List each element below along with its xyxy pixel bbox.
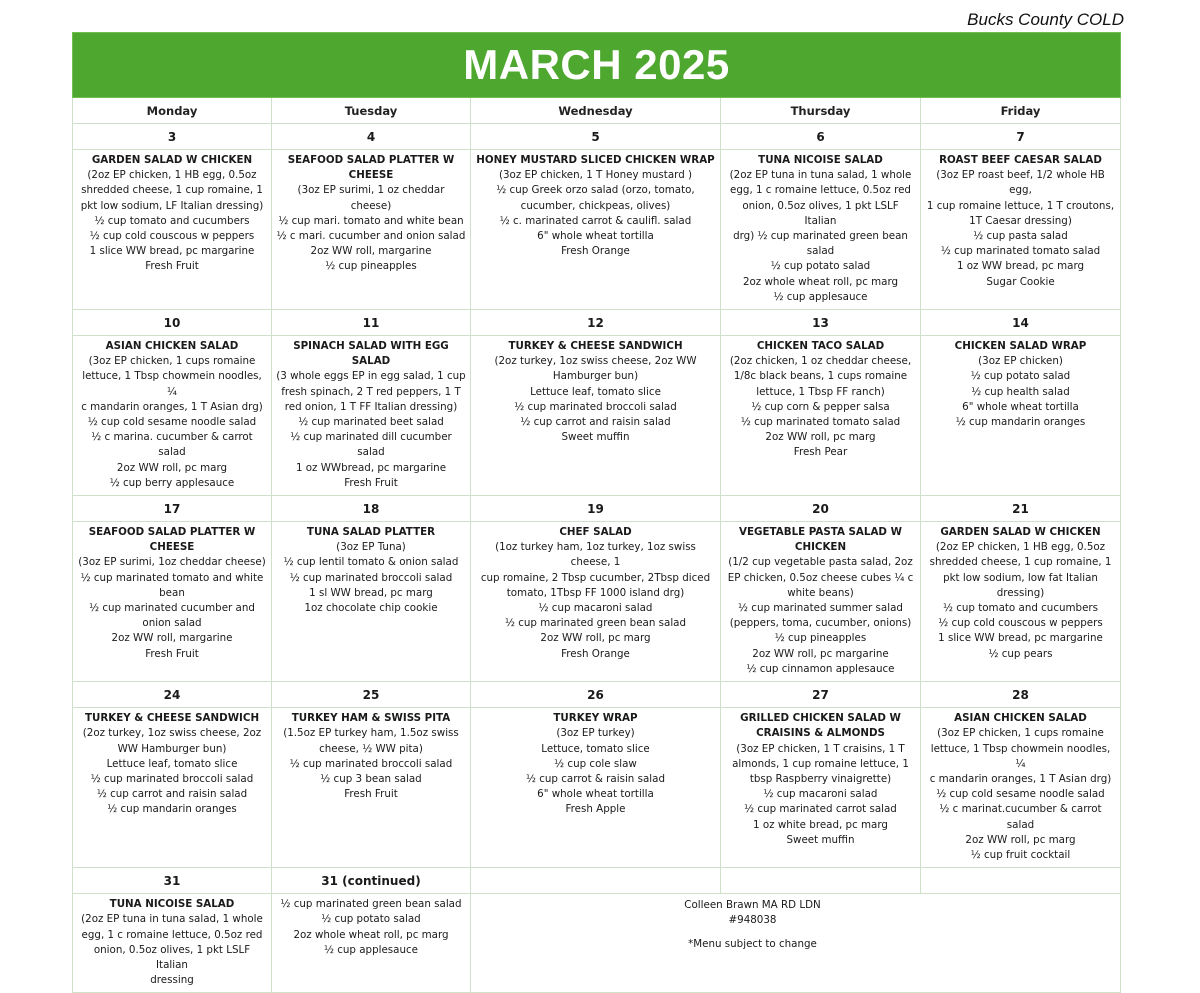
- meal-item: onion, 0.5oz olives, 1 pkt LSLF Italian: [93, 943, 251, 971]
- meal-item: ½ cup marinated cucumber and: [89, 602, 255, 615]
- meal-title: TUNA NICOISE SALAD: [109, 898, 235, 911]
- date-row: [73, 496, 1121, 522]
- meal-item: fresh spinach, 2 T red peppers, 1 T: [281, 385, 461, 398]
- menu-change-note: *Menu subject to change: [688, 937, 817, 950]
- meal-item: (3oz EP chicken, 1 T craisins, 1 T: [736, 742, 905, 755]
- meal-item: lettuce, 1 Tbsp chowmein noodles, ¼: [930, 742, 1111, 770]
- menu-cell: [721, 336, 921, 496]
- meal-title: TURKEY HAM & SWISS PITA: [291, 712, 451, 725]
- meal-item: 6" whole wheat tortilla: [537, 230, 654, 243]
- meal-item: 1 oz WWbread, pc margarine: [295, 461, 447, 474]
- meal-item: 2oz whole wheat roll, pc marg: [742, 275, 899, 288]
- meal-item: Fresh Fruit: [145, 647, 199, 660]
- meal-item: ½ cup fruit cocktail: [970, 848, 1071, 861]
- menu-cell: [471, 336, 721, 496]
- meal-item: 1 slice WW bread, pc margarine: [89, 245, 255, 258]
- weekday-wednesday: Wednesday: [471, 98, 721, 124]
- meal-item: onion salad: [142, 617, 202, 630]
- date-cell: 20: [721, 496, 921, 522]
- meal-item: ½ cup pineapples: [774, 632, 867, 645]
- menu-cell: [272, 336, 471, 496]
- menu-row: [73, 150, 1121, 310]
- meal-item: (peppers, toma, cucumber, onions): [729, 617, 912, 630]
- date-cell: 11: [272, 310, 471, 336]
- meal-item: Lettuce leaf, tomato slice: [530, 385, 661, 398]
- date-cell: 10: [73, 310, 272, 336]
- date-cell: 26: [471, 682, 721, 708]
- date-row: [73, 868, 1121, 894]
- meal-item: ½ c marina. cucumber & carrot salad: [91, 431, 253, 459]
- meal-item: ½ cup marinated green bean salad: [280, 898, 462, 911]
- meal-item: Fresh Fruit: [344, 476, 398, 489]
- meal-item: cheese, ½ WW pita): [319, 742, 423, 755]
- meal-title: GARDEN SALAD W CHICKEN: [940, 526, 1101, 539]
- meal-item: 1 slice WW bread, pc margarine: [938, 632, 1103, 645]
- meal-item: 1 oz white bread, pc marg: [753, 818, 888, 831]
- meal-item: ½ cup lentil tomato & onion salad: [283, 556, 459, 569]
- meal-item: (3oz EP chicken, 1 T Honey mustard ): [498, 169, 693, 182]
- menu-cell: [73, 894, 272, 993]
- date-cell: 19: [471, 496, 721, 522]
- meal-item: c mandarin oranges, 1 T Asian drg): [81, 400, 263, 413]
- date-cell: 18: [272, 496, 471, 522]
- meal-item: ½ cup marinated tomato salad: [940, 245, 1101, 258]
- menu-cell: [921, 708, 1121, 868]
- meal-item: (1oz turkey ham, 1oz turkey, 1oz swiss cheese, 1: [495, 541, 696, 569]
- meal-title: CHICKEN TACO SALAD: [756, 340, 885, 353]
- meal-item: ½ cup carrot and raisin salad: [96, 788, 248, 801]
- meal-item: shredded cheese, 1 cup romaine, 1: [81, 184, 263, 197]
- meal-title: VEGETABLE PASTA SALAD W CHICKEN: [739, 526, 902, 554]
- date-cell: 13: [721, 310, 921, 336]
- meal-item: ½ cup cold sesame noodle salad: [87, 416, 257, 429]
- menu-cell: [721, 522, 921, 682]
- meal-title: CHICKEN SALAD WRAP: [954, 340, 1087, 353]
- date-cell: [921, 868, 1121, 894]
- meal-item: bean: [159, 586, 185, 599]
- meal-item: red onion, 1 T FF Italian dressing): [284, 400, 458, 413]
- meal-item: (3oz EP surimi, 1oz cheddar cheese): [78, 556, 266, 569]
- meal-item: Fresh Pear: [793, 446, 848, 459]
- meal-item: ½ cup tomato and cucumbers: [942, 602, 1099, 615]
- meal-item: 2oz whole wheat roll, pc marg: [293, 928, 449, 941]
- meal-item: ½ cup marinated broccoli salad: [289, 757, 453, 770]
- meal-item: ½ cup pasta salad: [973, 230, 1068, 243]
- meal-item: ½ cup cold couscous w peppers: [938, 617, 1103, 630]
- meal-item: c mandarin oranges, 1 T Asian drg): [929, 772, 1112, 785]
- meal-item: 1T Caesar dressing): [969, 214, 1072, 227]
- date-row: [73, 310, 1121, 336]
- menu-row: [73, 708, 1121, 868]
- menu-cell: [73, 336, 272, 496]
- date-cell: 14: [921, 310, 1121, 336]
- meal-item: ½ cup mandarin oranges: [955, 416, 1086, 429]
- meal-item: ½ cup marinated broccoli salad: [90, 772, 254, 785]
- meal-item: 2oz WW roll, pc marg: [540, 632, 651, 645]
- menu-cell: [921, 336, 1121, 496]
- meal-item: cup romaine, 2 Tbsp cucumber, 2Tbsp diced: [480, 571, 711, 584]
- meal-item: ½ cup marinated summer salad: [738, 602, 903, 615]
- date-cell: 4: [272, 124, 471, 150]
- meal-item: 2oz WW roll, margarine: [111, 632, 233, 645]
- meal-item: Lettuce leaf, tomato slice: [106, 757, 238, 770]
- meal-item: 2oz WW roll, pc margarine: [752, 647, 889, 660]
- meal-item: 2oz WW roll, margarine: [310, 245, 432, 258]
- meal-item: ½ cup mandarin oranges: [107, 803, 237, 816]
- meal-item: 1 sl WW bread, pc marg: [309, 586, 433, 599]
- meal-item: (2oz EP chicken, 1 HB egg, 0.5oz: [87, 169, 257, 182]
- meal-item: EP chicken, 0.5oz cheese cubes ¼ c: [727, 571, 914, 584]
- meal-item: (2oz EP chicken, 1 HB egg, 0.5oz: [935, 541, 1106, 554]
- meal-title: TUNA SALAD PLATTER: [306, 526, 436, 539]
- meal-item: ½ cup marinated beet salad: [298, 416, 444, 429]
- meal-item: ½ cup cole slaw: [554, 757, 637, 770]
- meal-item: 2oz WW roll, pc marg: [765, 431, 876, 444]
- meal-item: ½ cup marinated green bean salad: [504, 617, 687, 630]
- meal-item: ½ c marinat.cucumber & carrot salad: [939, 803, 1102, 831]
- meal-title: GRILLED CHICKEN SALAD W CRAISINS & ALMONDS: [740, 712, 901, 740]
- meal-item: ½ cup cinnamon applesauce: [746, 662, 895, 675]
- date-cell: 6: [721, 124, 921, 150]
- meal-item: 1oz chocolate chip cookie: [304, 602, 438, 615]
- menu-cell: [721, 708, 921, 868]
- meal-title: TURKEY & CHEESE SANDWICH: [84, 712, 260, 725]
- meal-item: (3oz EP surimi, 1 oz cheddar cheese): [297, 184, 445, 212]
- date-cell: [721, 868, 921, 894]
- menu-cell: [921, 150, 1121, 310]
- menu-row: [73, 336, 1121, 496]
- meal-item: 6" whole wheat tortilla: [962, 400, 1079, 413]
- meal-item: (1.5oz EP turkey ham, 1.5oz swiss: [283, 727, 459, 740]
- meal-item: onion, 0.5oz olives, 1 pkt LSLF Italian: [742, 199, 899, 227]
- meal-item: ½ cup health salad: [971, 385, 1070, 398]
- meal-item: ½ cup 3 bean salad: [320, 772, 422, 785]
- meal-item: Sweet muffin: [561, 431, 630, 444]
- date-cell: 24: [73, 682, 272, 708]
- meal-item: shredded cheese, 1 cup romaine, 1: [929, 556, 1112, 569]
- calendar-banner: [73, 33, 1121, 98]
- meal-item: (2oz turkey, 1oz swiss cheese, 2oz WW: [494, 355, 697, 368]
- date-cell: 28: [921, 682, 1121, 708]
- meal-item: lettuce, 1 Tbsp chowmein noodles, ¼: [82, 370, 262, 398]
- date-cell: 3: [73, 124, 272, 150]
- meal-item: ½ cup marinated carrot salad: [744, 803, 897, 816]
- meal-item: Fresh Fruit: [145, 260, 199, 273]
- menu-cell: [471, 708, 721, 868]
- menu-cell: [272, 522, 471, 682]
- menu-cell: [73, 708, 272, 868]
- meal-item: (3oz EP chicken, 1 cups romaine: [937, 727, 1104, 740]
- date-cell: 27: [721, 682, 921, 708]
- meal-item: ½ cup tomato and cucumbers: [94, 214, 250, 227]
- weekday-monday: Monday: [73, 98, 272, 124]
- meal-item: almonds, 1 cup romaine lettuce, 1: [732, 757, 909, 770]
- meal-item: ½ cup potato salad: [321, 913, 421, 926]
- meal-item: ½ cup potato salad: [970, 370, 1071, 383]
- organization-label: Bucks County COLD: [967, 10, 1124, 29]
- meal-item: egg, 1 c romaine lettuce, 0.5oz red: [730, 184, 911, 197]
- meal-item: ½ cup carrot & raisin salad: [525, 772, 665, 785]
- date-cell: 12: [471, 310, 721, 336]
- meal-item: ½ cup marinated tomato and white: [80, 571, 264, 584]
- meal-item: (2oz chicken, 1 oz cheddar cheese,: [729, 355, 912, 368]
- weekday-thursday: Thursday: [721, 98, 921, 124]
- date-cell: 7: [921, 124, 1121, 150]
- meal-item: ½ cup corn & pepper salsa: [751, 400, 890, 413]
- meal-title: SEAFOOD SALAD PLATTER W CHEESE: [287, 154, 455, 182]
- footnote-cell: [471, 894, 1121, 993]
- meal-item: WW Hamburger bun): [117, 742, 227, 755]
- meal-item: dressing): [996, 586, 1045, 599]
- meal-item: drg) ½ cup marinated green bean: [733, 230, 908, 243]
- meal-title: ASIAN CHICKEN SALAD: [954, 712, 1087, 725]
- meal-item: white beans): [787, 586, 854, 599]
- banner-cell: [73, 33, 1121, 98]
- meal-title: ASIAN CHICKEN SALAD: [105, 340, 239, 353]
- meal-item: ½ cup pineapples: [325, 260, 417, 273]
- meal-item: ½ c mari. cucumber and onion salad: [276, 230, 466, 243]
- date-cell: 31 (continued): [272, 868, 471, 894]
- meal-item: Hamburger bun): [552, 370, 639, 383]
- date-cell: 5: [471, 124, 721, 150]
- meal-item: 2oz WW roll, pc marg: [116, 461, 228, 474]
- date-cell: 21: [921, 496, 1121, 522]
- menu-row: [73, 894, 1121, 993]
- meal-item: pkt low sodium, low fat Italian: [943, 571, 1098, 584]
- meal-item: ½ cup cold sesame noodle salad: [936, 788, 1105, 801]
- meal-item: ½ cup applesauce: [773, 290, 868, 303]
- date-cell: 25: [272, 682, 471, 708]
- meal-item: ½ cup pears: [988, 647, 1053, 660]
- meal-item: ½ cup macaroni salad: [538, 602, 653, 615]
- meal-item: 1 cup romaine lettuce, 1 T croutons,: [926, 199, 1115, 212]
- meal-item: (3oz EP chicken): [978, 355, 1063, 368]
- meal-title: GARDEN SALAD W CHICKEN: [91, 154, 253, 166]
- meal-item: Sugar Cookie: [986, 275, 1055, 288]
- weekday-header-row: [73, 98, 1121, 124]
- meal-title: TURKEY WRAP: [553, 712, 638, 725]
- weekday-friday: Friday: [921, 98, 1121, 124]
- meal-item: (3oz EP chicken, 1 cups romaine: [88, 355, 256, 368]
- meal-item: 2oz WW roll, pc marg: [965, 833, 1076, 846]
- meal-item: ½ cup carrot and raisin salad: [520, 416, 671, 429]
- meal-item: ½ cup marinated tomato salad: [740, 416, 901, 429]
- meal-item: tbsp Raspberry vinaigrette): [749, 772, 892, 785]
- meal-item: dressing: [150, 974, 194, 987]
- meal-item: ½ cup mari. tomato and white bean: [278, 214, 464, 227]
- meal-item: (1/2 cup vegetable pasta salad, 2oz: [728, 556, 913, 569]
- meal-item: cucumber, chickpeas, olives): [520, 199, 671, 212]
- meal-title: SPINACH SALAD WITH EGG SALAD: [293, 340, 449, 368]
- meal-item: pkt low sodium, LF Italian dressing): [80, 199, 264, 212]
- meal-item: Fresh Apple: [565, 803, 626, 816]
- menu-calendar: [72, 32, 1121, 993]
- meal-item: ½ cup applesauce: [323, 943, 419, 956]
- weekday-tuesday: Tuesday: [272, 98, 471, 124]
- menu-cell: [272, 150, 471, 310]
- menu-cell: [272, 894, 471, 993]
- date-row: [73, 124, 1121, 150]
- meal-item: (2oz EP tuna in tuna salad, 1 whole: [729, 169, 912, 182]
- dietitian-id: #948038: [728, 914, 777, 927]
- menu-cell: [921, 522, 1121, 682]
- meal-item: Fresh Fruit: [344, 788, 398, 801]
- date-cell: 31: [73, 868, 272, 894]
- meal-item: ½ cup cold couscous w peppers: [89, 230, 255, 243]
- meal-item: ½ cup marinated broccoli salad: [289, 571, 453, 584]
- dietitian-name: Colleen Brawn MA RD LDN: [684, 899, 821, 912]
- meal-item: lettuce, 1 Tbsp FF ranch): [756, 385, 885, 398]
- meal-item: 1/8c black beans, 1 cups romaine: [733, 370, 908, 383]
- meal-item: Lettuce, tomato slice: [541, 742, 650, 755]
- date-cell: 17: [73, 496, 272, 522]
- meal-item: 6" whole wheat tortilla: [537, 788, 654, 801]
- meal-item: 1 oz WW bread, pc marg: [956, 260, 1085, 273]
- spacer: [475, 929, 1030, 937]
- meal-item: salad: [806, 245, 835, 258]
- meal-item: ½ cup potato salad: [770, 260, 871, 273]
- meal-item: egg, 1 c romaine lettuce, 0.5oz red: [81, 928, 263, 941]
- meal-title: TURKEY & CHEESE SANDWICH: [508, 340, 683, 353]
- menu-cell: [471, 150, 721, 310]
- meal-item: (3oz EP Tuna): [336, 541, 406, 554]
- meal-item: (2oz turkey, 1oz swiss cheese, 2oz: [82, 727, 262, 740]
- menu-row: [73, 522, 1121, 682]
- meal-item: (3 whole eggs EP in egg salad, 1 cup: [276, 370, 466, 383]
- meal-item: Fresh Orange: [561, 647, 630, 660]
- meal-item: (3oz EP turkey): [556, 727, 635, 740]
- meal-item: (2oz EP tuna in tuna salad, 1 whole: [81, 913, 263, 926]
- meal-item: ½ c. marinated carrot & caulifl. salad: [499, 214, 692, 227]
- meal-title: CHEF SALAD: [559, 526, 632, 539]
- meal-title: TUNA NICOISE SALAD: [758, 154, 883, 166]
- meal-item: ½ cup Greek orzo salad (orzo, tomato,: [496, 184, 695, 197]
- meal-item: tomato, 1Tbsp FF 1000 island drg): [506, 586, 685, 599]
- meal-item: ½ cup macaroni salad: [763, 788, 878, 801]
- meal-item: ½ cup marinated broccoli salad: [514, 400, 677, 413]
- date-row: [73, 682, 1121, 708]
- menu-cell: [73, 522, 272, 682]
- meal-item: ½ cup berry applesauce: [109, 476, 235, 489]
- meal-title: ROAST BEEF CAESAR SALAD: [939, 154, 1102, 166]
- month-title: MARCH 2025: [463, 41, 730, 88]
- meal-item: Fresh Orange: [561, 245, 630, 258]
- meal-title: SEAFOOD SALAD PLATTER W CHEESE: [88, 526, 256, 554]
- menu-cell: [471, 522, 721, 682]
- meal-item: Sweet muffin: [786, 833, 855, 846]
- menu-cell: [73, 150, 272, 310]
- meal-item: ½ cup marinated dill cucumber salad: [290, 431, 452, 459]
- meal-title: HONEY MUSTARD SLICED CHICKEN WRAP: [476, 154, 715, 166]
- menu-cell: [721, 150, 921, 310]
- date-cell: [471, 868, 721, 894]
- menu-cell: [272, 708, 471, 868]
- meal-item: (3oz EP roast beef, 1/2 whole HB egg,: [936, 169, 1105, 197]
